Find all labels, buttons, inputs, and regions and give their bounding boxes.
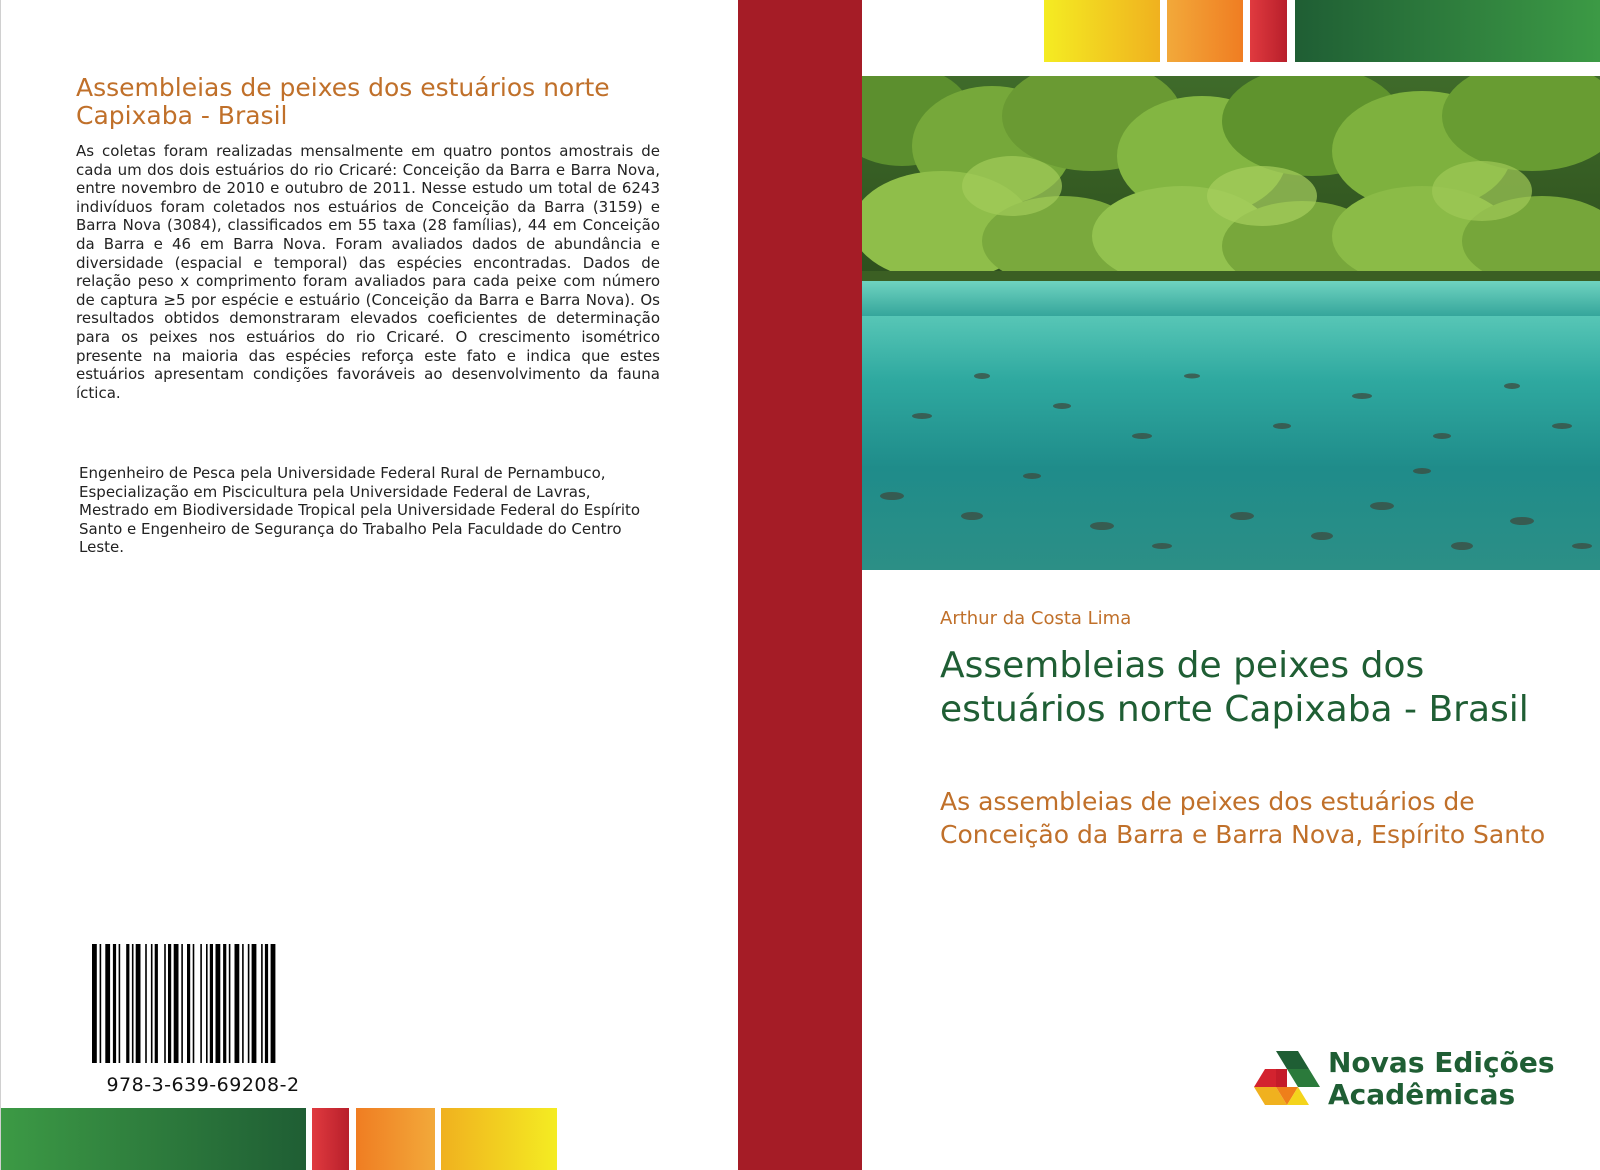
front-cover xyxy=(862,0,1600,1170)
barcode-bar xyxy=(206,944,208,1063)
barcode-bar xyxy=(145,944,147,1063)
author-bio: Engenheiro de Pesca pela Universidade Federal Rural de Pernambuco, Especialização em Piscicultura pela Universidade Federal de Lavras, Mestrado em Biodiversidade Tropical pela Universidade Federal do Espírito Santo e Engenheiro de Segurança do Trabalho Pela Faculdade do Centro Leste. xyxy=(79,464,641,557)
barcode-bar xyxy=(223,944,226,1063)
front-color-stripes xyxy=(862,0,1600,62)
publisher-logo xyxy=(1254,1046,1554,1116)
barcode-bar xyxy=(126,944,129,1063)
barcode-bar xyxy=(252,944,257,1063)
barcode-bar xyxy=(136,944,141,1063)
barcode-bar xyxy=(132,944,134,1063)
barcode-bar xyxy=(181,944,183,1063)
barcode-bar xyxy=(100,944,102,1063)
barcode-bar xyxy=(261,944,263,1063)
publisher-name-line2: Acadêmicas xyxy=(1328,1078,1516,1111)
barcode-bar xyxy=(92,944,97,1063)
back-cover xyxy=(0,0,738,1170)
mangrove-foliage xyxy=(862,76,1600,291)
barcode-bar xyxy=(229,944,231,1063)
isbn-number: 978-3-639-69208-2 xyxy=(106,1074,300,1096)
barcode-bar xyxy=(242,944,244,1063)
barcode-bar xyxy=(187,944,190,1063)
author-name: Arthur da Costa Lima xyxy=(940,608,1132,629)
barcode-bar xyxy=(105,944,110,1063)
barcode-bar xyxy=(216,944,221,1063)
book-title: Assembleias de peixes dos estuários norte Capixaba - Brasil xyxy=(940,645,1529,730)
barcode-bar xyxy=(113,944,116,1063)
back-cover-title: Assembleias de peixes dos estuários norte Capixaba - Brasil xyxy=(76,73,610,130)
barcode-bar xyxy=(235,944,240,1063)
barcode-bar xyxy=(119,944,121,1063)
barcode-bar xyxy=(210,944,213,1063)
barcode-bar xyxy=(248,944,250,1063)
barcode-bar xyxy=(200,944,202,1063)
cover-photo xyxy=(862,76,1600,570)
barcode-bar xyxy=(193,944,195,1063)
barcode-bar xyxy=(168,944,171,1063)
barcode xyxy=(92,944,314,1063)
book-subtitle: As assembleias de peixes dos estuários de Conceição da Barra e Barra Nova, Espírito Santo xyxy=(940,787,1546,849)
barcode-bar xyxy=(151,944,153,1063)
barcode-bar xyxy=(174,944,179,1063)
barcode-bar xyxy=(271,944,276,1063)
publisher-emblem-icon xyxy=(1254,1051,1320,1111)
book-spine xyxy=(738,0,862,1170)
back-color-stripes xyxy=(1,1108,557,1170)
back-cover-abstract: As coletas foram realizadas mensalmente em quatro pontos amostrais de cada um dos dois estuários do rio Cricaré: Conceição da Barra e Barra Nova, entre novembro de 2010 e outubro de 2011. Nesse estudo um total de 6243 indivíduos foram coletados nos estuários de Conceição da Barra (3159) e Barra Nova (3084), classificados em 55 taxa (28 famílias), 44 em Conceição da Barra e 46 em Barra Nova. Foram avaliados dados de abundância e diversidade (espacial e temporal) das espécies encontradas. Dados de relação peso x comprimento foram avaliados para cada peixe com número de captura ≥5 por espécie e estuário (Conceição da Barra e Barra Nova). Os resultados obtidos demonstraram elevados coeficientes de determinação para os peixes nos estuários do rio Cricaré. O crescimento isométrico presente na maioria das espécies reforça este fato e indica que estes estuários apresentam condições favoráveis ao desenvolvimento da fauna íctica. xyxy=(76,142,660,402)
barcode-bar xyxy=(265,944,268,1063)
barcode-bar xyxy=(155,944,158,1063)
barcode-bar xyxy=(164,944,166,1063)
publisher-name-line1: Novas Edições xyxy=(1328,1046,1555,1079)
